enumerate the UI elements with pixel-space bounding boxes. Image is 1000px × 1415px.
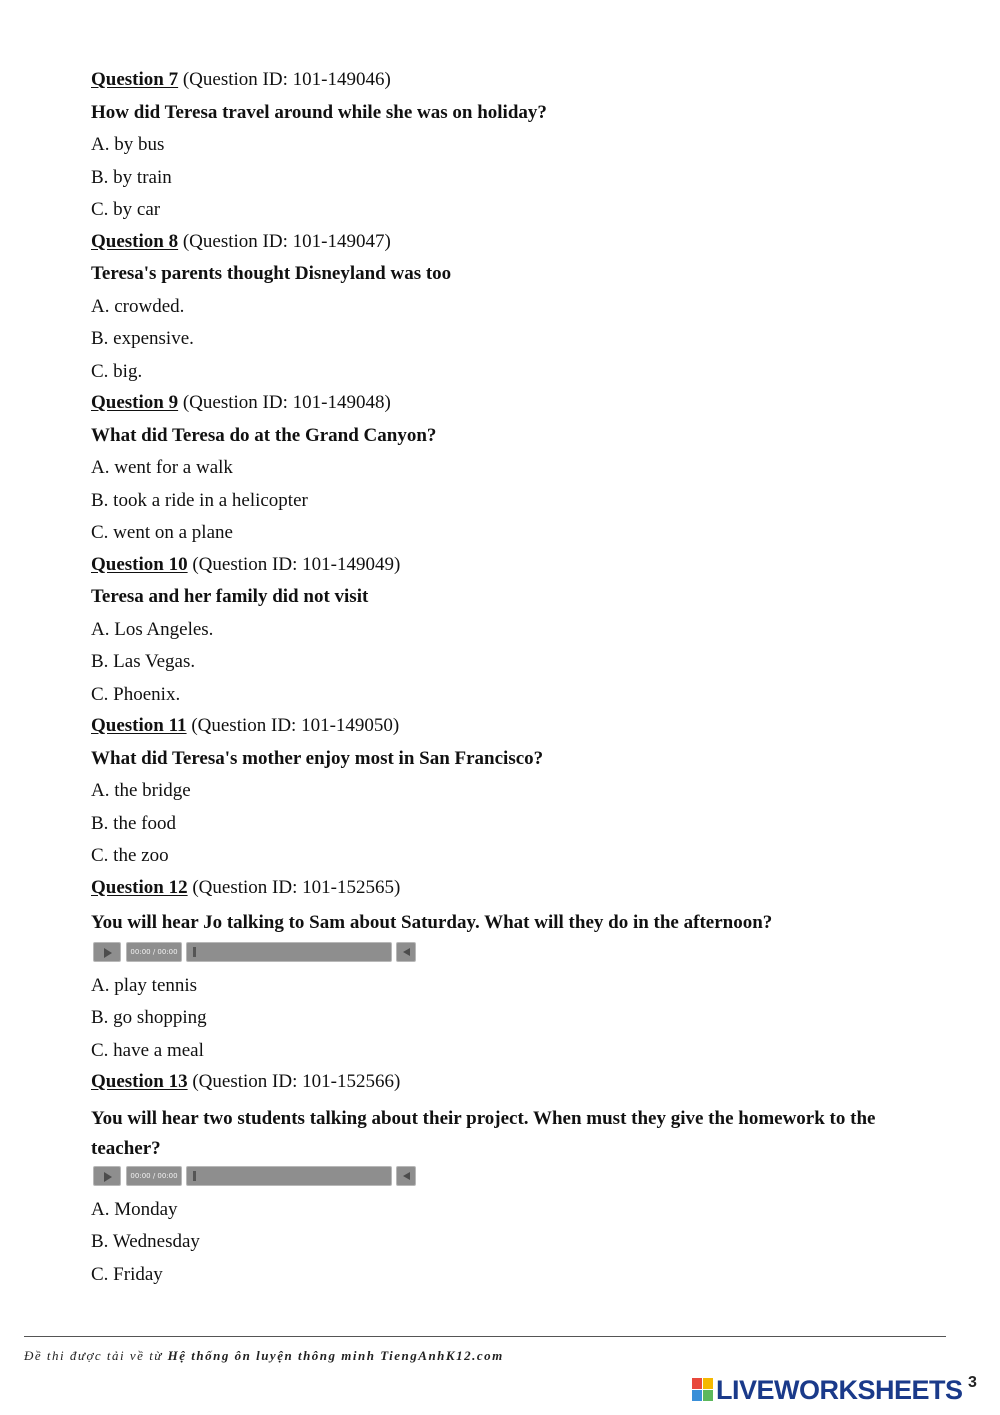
footer-source-name: Hệ thống ôn luyện thông minh TiengAnhK12.com bbox=[167, 1348, 504, 1363]
answer-option[interactable]: A. the bridge bbox=[91, 780, 191, 801]
answer-option[interactable]: A. Monday bbox=[91, 1198, 178, 1220]
question-header bbox=[91, 226, 931, 259]
answer-option[interactable]: B. go shopping bbox=[91, 1007, 207, 1028]
question-block bbox=[91, 64, 931, 227]
footer-prefix: Đề thi được tải về từ bbox=[24, 1348, 163, 1363]
answer-option[interactable]: B. by train bbox=[91, 166, 172, 188]
question-id: (Question ID: 101-149047) bbox=[182, 230, 391, 252]
question-id: (Question ID: 101-149048) bbox=[182, 392, 391, 413]
answer-option[interactable]: C. big. bbox=[91, 360, 143, 382]
audio-time: 00:00 / 00:00 bbox=[126, 942, 182, 962]
audio-progress-bar[interactable] bbox=[186, 1166, 392, 1186]
audio-time: 00:00 / 00:00 bbox=[126, 1166, 182, 1186]
question-id: (Question ID: 101-149050) bbox=[191, 715, 400, 736]
question-prompt: What did Teresa do at the Grand Canyon? bbox=[91, 424, 437, 446]
volume-icon[interactable] bbox=[396, 1166, 416, 1186]
question-id: (Question ID: 101-152565) bbox=[192, 876, 401, 898]
play-icon[interactable] bbox=[93, 942, 121, 962]
answer-option[interactable]: A. crowded. bbox=[91, 295, 185, 317]
answer-option[interactable]: C. have a meal bbox=[91, 1039, 204, 1061]
question-label: Question 13 bbox=[91, 1071, 188, 1092]
liveworksheets-logo-icon bbox=[692, 1378, 714, 1402]
liveworksheets-brand[interactable] bbox=[692, 1376, 963, 1404]
question-prompt: You will hear two students talking about their project. When must they give the homework to the teacher? bbox=[91, 1107, 876, 1159]
question-prompt: How did Teresa travel around while she was on holiday? bbox=[91, 101, 547, 123]
answer-option[interactable]: C. by car bbox=[91, 199, 161, 220]
audio-player bbox=[93, 942, 423, 964]
question-id: (Question ID: 101-152566) bbox=[192, 1071, 401, 1092]
question-block bbox=[91, 1066, 931, 1291]
answer-option[interactable]: B. the food bbox=[91, 812, 176, 834]
answer-option[interactable]: B. Wednesday bbox=[91, 1231, 200, 1252]
question-header bbox=[91, 64, 931, 97]
question-header bbox=[91, 1066, 931, 1099]
volume-icon[interactable] bbox=[396, 942, 416, 962]
question-header bbox=[91, 387, 931, 420]
question-header bbox=[91, 549, 931, 582]
question-label: Question 8 bbox=[91, 230, 179, 252]
answer-option[interactable]: C. went on a plane bbox=[91, 522, 233, 543]
answer-option[interactable]: A. Los Angeles. bbox=[91, 618, 214, 640]
play-icon[interactable] bbox=[93, 1166, 121, 1186]
question-header bbox=[91, 872, 931, 905]
brand-name: LIVEWORKSHEETS bbox=[716, 1374, 963, 1405]
question-block bbox=[91, 387, 931, 550]
question-id: (Question ID: 101-149049) bbox=[192, 553, 401, 575]
question-header bbox=[91, 710, 931, 743]
question-prompt: What did Teresa's mother enjoy most in San Francisco? bbox=[91, 747, 544, 769]
question-block bbox=[91, 710, 931, 873]
answer-option[interactable]: B. Las Vegas. bbox=[91, 651, 196, 672]
question-block bbox=[91, 872, 931, 1068]
question-block bbox=[91, 549, 931, 712]
footer-divider bbox=[24, 1336, 946, 1337]
answer-option[interactable]: B. took a ride in a helicopter bbox=[91, 489, 308, 511]
answer-option[interactable]: C. the zoo bbox=[91, 845, 169, 866]
question-prompt: Teresa's parents thought Disneyland was too bbox=[91, 263, 452, 284]
answer-option[interactable]: A. play tennis bbox=[91, 974, 198, 996]
footer-source bbox=[24, 1348, 504, 1364]
question-prompt: You will hear Jo talking to Sam about Saturday. What will they do in the afternoon? bbox=[91, 912, 773, 933]
page-number: 3 bbox=[968, 1374, 977, 1391]
answer-option[interactable]: C. Friday bbox=[91, 1263, 163, 1285]
question-label: Question 11 bbox=[91, 715, 187, 736]
audio-progress-bar[interactable] bbox=[186, 942, 392, 962]
answer-option[interactable]: B. expensive. bbox=[91, 328, 194, 349]
question-label: Question 9 bbox=[91, 392, 179, 413]
answer-option[interactable]: C. Phoenix. bbox=[91, 683, 181, 705]
question-label: Question 7 bbox=[91, 69, 179, 90]
audio-player bbox=[93, 1166, 423, 1188]
answer-option[interactable]: A. by bus bbox=[91, 134, 165, 155]
question-id: (Question ID: 101-149046) bbox=[182, 69, 391, 90]
answer-option[interactable]: A. went for a walk bbox=[91, 457, 233, 478]
question-label: Question 10 bbox=[91, 553, 188, 575]
question-prompt: Teresa and her family did not visit bbox=[91, 586, 369, 607]
question-label: Question 12 bbox=[91, 876, 188, 898]
question-block bbox=[91, 226, 931, 389]
